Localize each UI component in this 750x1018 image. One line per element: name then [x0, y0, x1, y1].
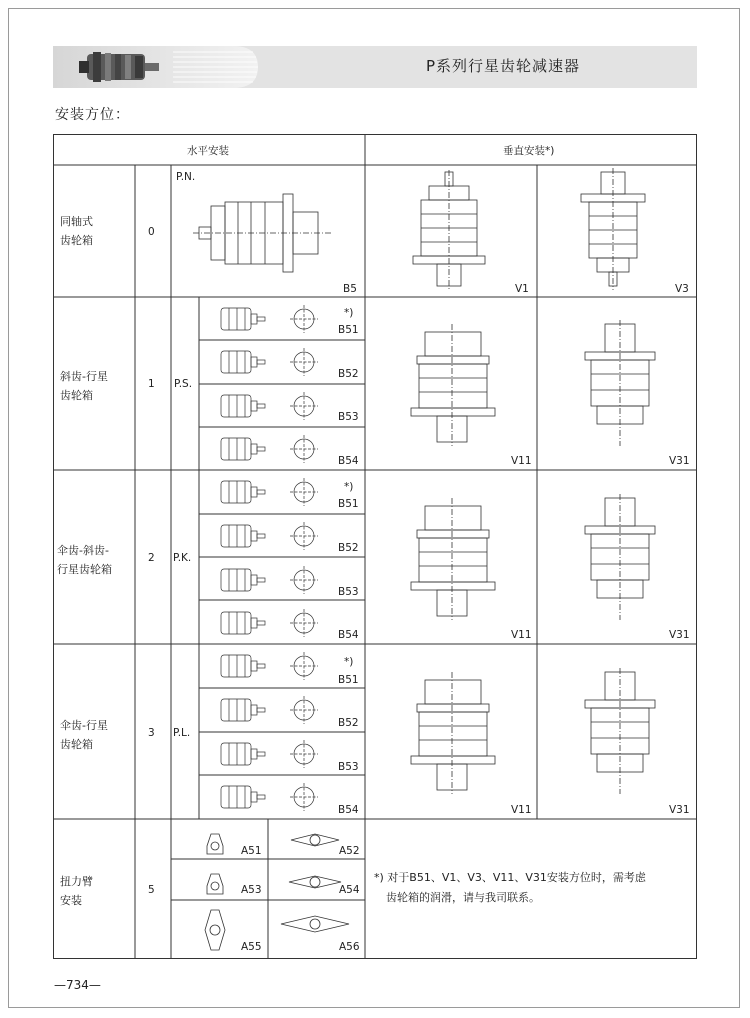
- row2-b54-label: B54: [338, 629, 359, 641]
- row2-v11-label: V11: [511, 629, 532, 641]
- v3-drawing: [581, 168, 645, 290]
- lubrication-note: [374, 868, 694, 908]
- row3-v31-label: V31: [669, 804, 690, 816]
- row1-v31-label: V31: [669, 455, 690, 467]
- section-title: 安装方位：: [55, 107, 130, 123]
- row2-v31-label: V31: [669, 629, 690, 641]
- row1-code: 1: [148, 378, 155, 390]
- torque-arm-drawings: [205, 834, 349, 950]
- pn-b5-drawing: [193, 194, 333, 272]
- row3-b53-label: B53: [338, 761, 359, 773]
- row3-type: P.L.: [173, 727, 191, 739]
- row0-type: P.N.: [176, 171, 196, 183]
- row0-v1-label: V1: [515, 283, 529, 295]
- page-number: —734—: [54, 978, 101, 992]
- row3-b54-label: B54: [338, 804, 359, 816]
- row2-code: 2: [148, 552, 155, 564]
- mounting-position-table: [53, 134, 698, 960]
- row3-name: 伞齿-行星 齿轮箱: [60, 719, 108, 751]
- arm-a53-label: A53: [241, 884, 262, 896]
- row1-b53-label: B53: [338, 411, 359, 423]
- row1-b54-label: B54: [338, 455, 359, 467]
- vertical-drawings: [411, 320, 655, 794]
- row3-b51-label: B51: [338, 674, 359, 686]
- row0-name: 同轴式 齿轮箱: [60, 215, 93, 247]
- vertical-mounting-header: 垂直安装*): [503, 145, 555, 157]
- note-line-2: 齿轮箱的润滑，请与我司联系。: [386, 891, 540, 904]
- arm-a55-label: A55: [241, 941, 262, 953]
- row5-code: 5: [148, 884, 155, 896]
- row2-star: *): [344, 481, 354, 493]
- arm-a54-label: A54: [339, 884, 360, 896]
- row1-type: P.S.: [174, 378, 193, 390]
- row2-b51-label: B51: [338, 498, 359, 510]
- row5-name: 扭力臂 安装: [60, 875, 93, 907]
- row0-b5-label: B5: [343, 283, 357, 295]
- row2-name: 伞齿-斜齿- 行星齿轮箱: [57, 544, 112, 576]
- arm-a56-label: A56: [339, 941, 360, 953]
- header-banner: [53, 46, 697, 88]
- v1-drawing: [413, 170, 485, 290]
- row0-code: 0: [148, 226, 155, 238]
- small-horizontal-drawings: [221, 305, 318, 811]
- row1-b51-label: B51: [338, 324, 359, 336]
- row2-type: P.K.: [173, 552, 192, 564]
- row3-b52-label: B52: [338, 717, 359, 729]
- arm-a52-label: A52: [339, 845, 360, 857]
- row1-v11-label: V11: [511, 455, 532, 467]
- row0-v3-label: V3: [675, 283, 689, 295]
- row1-star: *): [344, 307, 354, 319]
- row3-v11-label: V11: [511, 804, 532, 816]
- row1-name: 斜齿-行星 齿轮箱: [60, 370, 108, 402]
- page-title: P系列行星齿轮减速器: [425, 57, 581, 75]
- row3-code: 3: [148, 727, 155, 739]
- row2-b53-label: B53: [338, 586, 359, 598]
- row1-b52-label: B52: [338, 368, 359, 380]
- row3-star: *): [344, 656, 354, 668]
- note-line-1: *) 对于B51、V1、V3、V11、V31安装方位时，需考虑: [374, 871, 646, 884]
- arm-a51-label: A51: [241, 845, 262, 857]
- horizontal-mounting-header: 水平安装: [187, 145, 229, 157]
- row2-b52-label: B52: [338, 542, 359, 554]
